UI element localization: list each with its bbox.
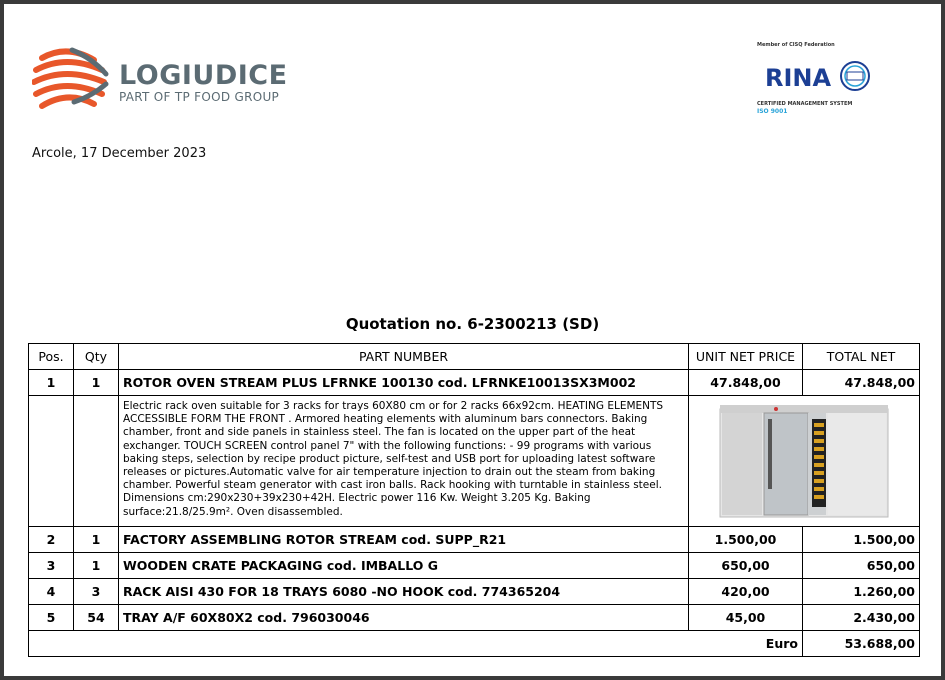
table-row — [29, 527, 920, 553]
cell-total: 47.848,00 — [803, 370, 920, 396]
table-row — [29, 605, 920, 631]
rina-logo-icon — [763, 54, 871, 98]
cell-total: 1.500,00 — [803, 527, 920, 553]
column-header: PART NUMBER — [119, 344, 689, 370]
logiudice-logo-icon — [32, 44, 112, 116]
rotor-oven-icon — [716, 399, 892, 521]
cell-qty: 1 — [74, 370, 119, 396]
cert-iso-text: ISO 9001 — [757, 108, 788, 115]
column-header: Pos. — [29, 344, 74, 370]
currency-label: Euro — [29, 631, 803, 657]
cell-unit-price: 1.500,00 — [689, 527, 803, 553]
cell-unit-price: 45,00 — [689, 605, 803, 631]
rina-logo-text: RINA — [765, 64, 832, 92]
cell-qty: 54 — [74, 605, 119, 631]
column-header: UNIT NET PRICE — [689, 344, 803, 370]
quotation-table — [28, 343, 920, 657]
cell-pos: 2 — [29, 527, 74, 553]
cell-qty: 1 — [74, 553, 119, 579]
cell-total: 650,00 — [803, 553, 920, 579]
cell-total: 1.260,00 — [803, 579, 920, 605]
description-row — [29, 396, 920, 527]
table-header-row — [29, 344, 920, 370]
cell-pos: 1 — [29, 370, 74, 396]
cell-pos: 5 — [29, 605, 74, 631]
grand-total: 53.688,00 — [803, 631, 920, 657]
cert-system-text: CERTIFIED MANAGEMENT SYSTEM — [757, 101, 853, 107]
cell-pos: 3 — [29, 553, 74, 579]
cell-unit-price: 650,00 — [689, 553, 803, 579]
cell-part: FACTORY ASSEMBLING ROTOR STREAM cod. SUPP_R21 — [119, 527, 689, 553]
column-header: TOTAL NET — [803, 344, 920, 370]
oven-image — [689, 396, 920, 527]
brand-subtitle: PART OF TP FOOD GROUP — [119, 90, 280, 104]
cell-part: ROTOR OVEN STREAM PLUS LFRNKE 100130 cod. LFRNKE10013SX3M002 — [119, 370, 689, 396]
cert-federation-text: Member of CISQ Federation — [757, 42, 835, 48]
cell-part: WOODEN CRATE PACKAGING cod. IMBALLO G — [119, 553, 689, 579]
item-description: Electric rack oven suitable for 3 racks for trays 60X80 cm or for 2 racks 66x92cm. HEATING ELEMENTS ACCESSIBLE FORM THE FRONT . Armored heating elements with aluminum bars connectors. Baking chamber, front and side panels in stainless steel. The fan is located on the upper part of the heat exchanger. TOUCH SCREEN control panel 7" with the following functions: - 99 programs with various baking steps, selection by recipe product picture, self-test and USB port for uploading latest software releases or pictures.Automatic valve for air temperature injection to drain out the steam from baking chamber. Powerful steam generator with cast iron balls. Rack hooking with turntable in stainless steel. Dimensions cm:290x230+39x230+42H. Electric power 116 Kw. Weight 3.205 Kg. Baking surface:21.8/25.9m². Oven disassembled. — [119, 396, 689, 527]
cell-part: RACK AISI 430 FOR 18 TRAYS 6080 -NO HOOK cod. 774365204 — [119, 579, 689, 605]
cell-total: 2.430,00 — [803, 605, 920, 631]
quotation-title: Quotation no. 6-2300213 (SD) — [345, 315, 600, 333]
table-row — [29, 370, 920, 396]
cell-qty: 1 — [74, 527, 119, 553]
place-date: Arcole, 17 December 2023 — [32, 146, 207, 161]
total-row — [29, 631, 920, 657]
cell-unit-price: 420,00 — [689, 579, 803, 605]
table-row — [29, 553, 920, 579]
column-header: Qty — [74, 344, 119, 370]
certification-badge — [757, 42, 871, 122]
cell-qty: 3 — [74, 579, 119, 605]
cell-unit-price: 47.848,00 — [689, 370, 803, 396]
cell-part: TRAY A/F 60X80X2 cod. 796030046 — [119, 605, 689, 631]
cell-pos: 4 — [29, 579, 74, 605]
brand-name: LOGIUDICE — [119, 60, 288, 91]
table-row — [29, 579, 920, 605]
